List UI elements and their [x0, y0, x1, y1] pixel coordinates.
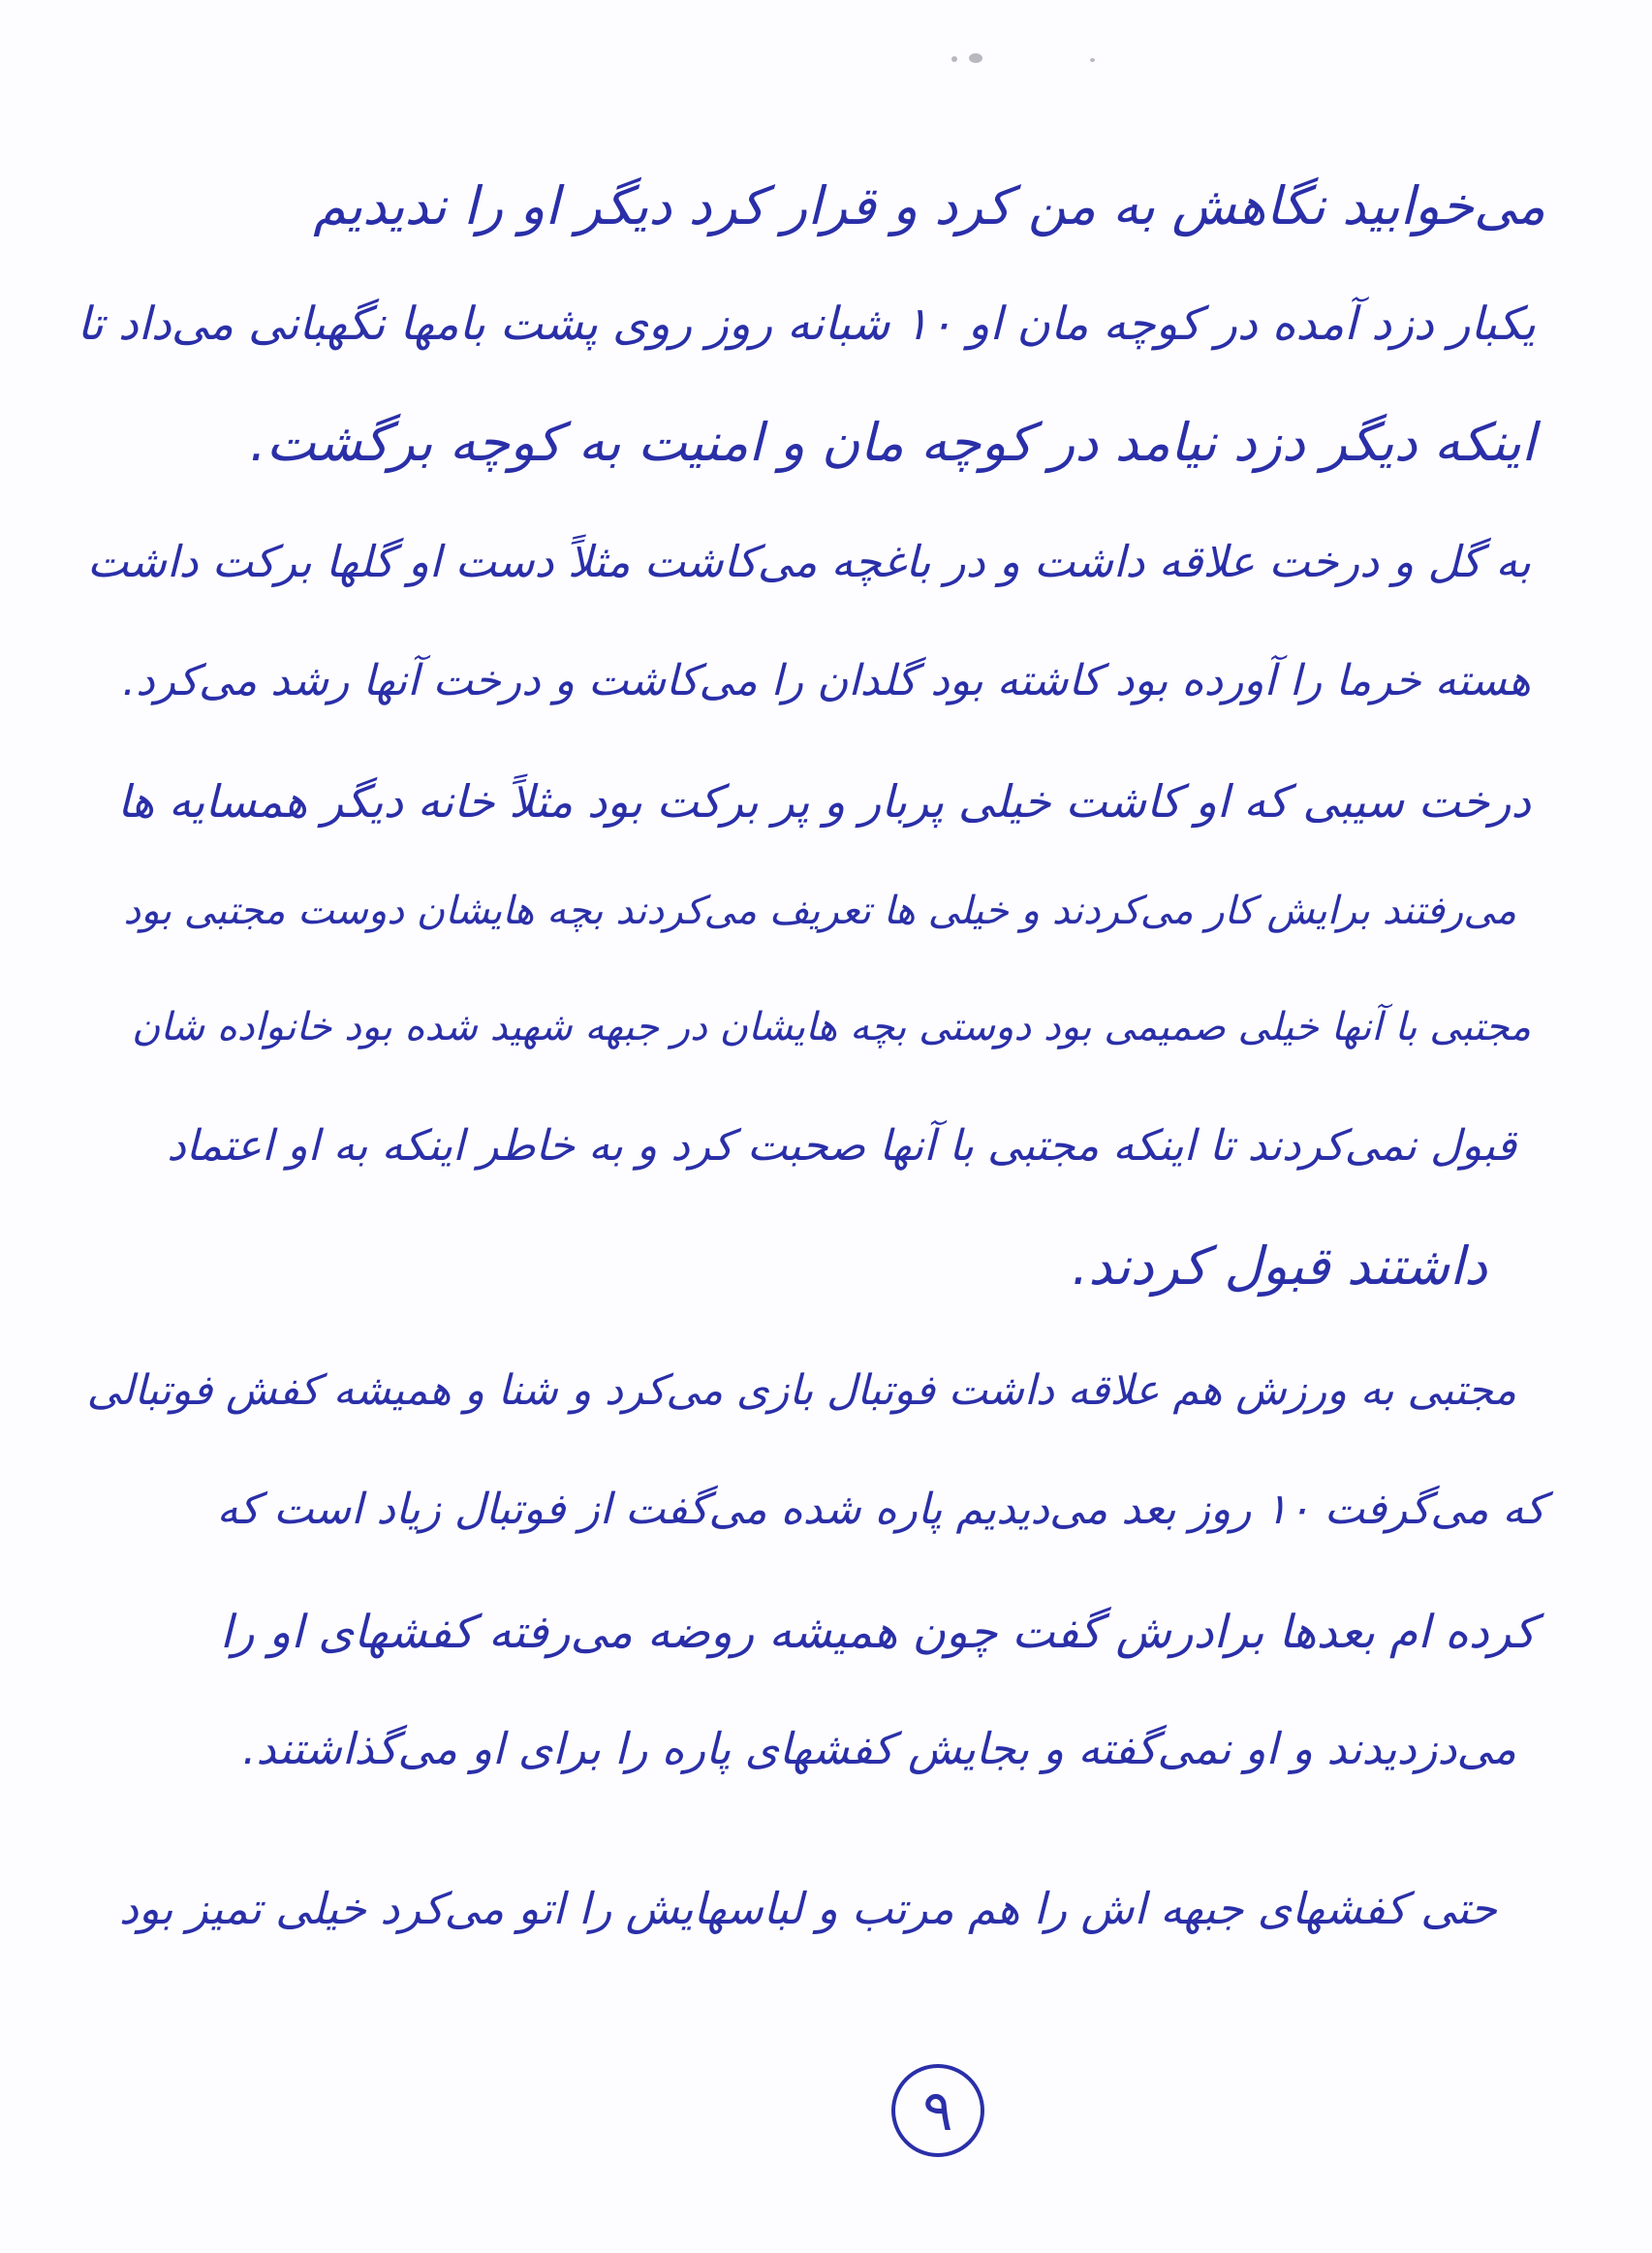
text-line: می‌خوابید نگاهش به من کرد و قرار کرد دیگر او را ندیدیم	[313, 175, 1545, 236]
text-line: می‌رفتند برایش کار می‌کردند و خیلی ها تعریف می‌کردند بچه هایشان دوست مجتبی بود	[123, 889, 1516, 933]
text-line: اینکه دیگر دزد نیامد در کوچه مان و امنیت به کوچه برگشت.	[249, 412, 1536, 473]
text-line: قبول نمی‌کردند تا اینکه مجتبی با آنها صحبت کرد و به خاطر اینکه به او اعتماد	[167, 1121, 1516, 1171]
page-number: ۹	[891, 2064, 984, 2157]
paper-speck	[951, 56, 957, 62]
text-line: داشتند قبول کردند.	[1072, 1236, 1487, 1297]
text-line: هسته خرما را آورده بود کاشته بود گلدان را می‌کاشت و درخت آنها رشد می‌کرد.	[122, 656, 1531, 705]
text-line: مجتبی به ورزش هم علاقه داشت فوتبال بازی می‌کرد و شنا و همیشه کفش فوتبالی	[86, 1366, 1516, 1415]
text-line: به گل و درخت علاقه داشت و در باغچه می‌کاشت مثلاً دست او گلها برکت داشت	[87, 536, 1531, 587]
text-line: کرده ام بعدها برادرش گفت چون همیشه روضه می‌رفته کفشهای او را	[219, 1606, 1536, 1659]
text-line: که می‌گرفت ۱۰ روز بعد می‌دیدیم پاره شده می‌گفت از فوتبال زیاد است که	[216, 1485, 1545, 1534]
text-line: می‌دزدیدند و او نمی‌گفته و بجایش کفشهای پاره را برای او می‌گذاشتند.	[242, 1723, 1516, 1774]
text-line: حتی کفشهای جبهه اش را هم مرتب و لباسهایش را اتو می‌کرد خیلی تمیز بود	[118, 1883, 1497, 1934]
text-line: مجتبی با آنها خیلی صمیمی بود دوستی بچه هایشان در جبهه شهید شده بود خانواده شان	[132, 1005, 1531, 1049]
paper-speck	[969, 53, 982, 63]
paper-speck	[1090, 58, 1095, 62]
text-line: درخت سیبی که او کاشت خیلی پربار و پر برکت بود مثلاً خانه دیگر همسایه ها	[117, 775, 1531, 828]
text-line: یکبار دزد آمده در کوچه مان او ۱۰ شبانه روز روی پشت بامها نگهبانی می‌داد تا	[77, 297, 1536, 351]
